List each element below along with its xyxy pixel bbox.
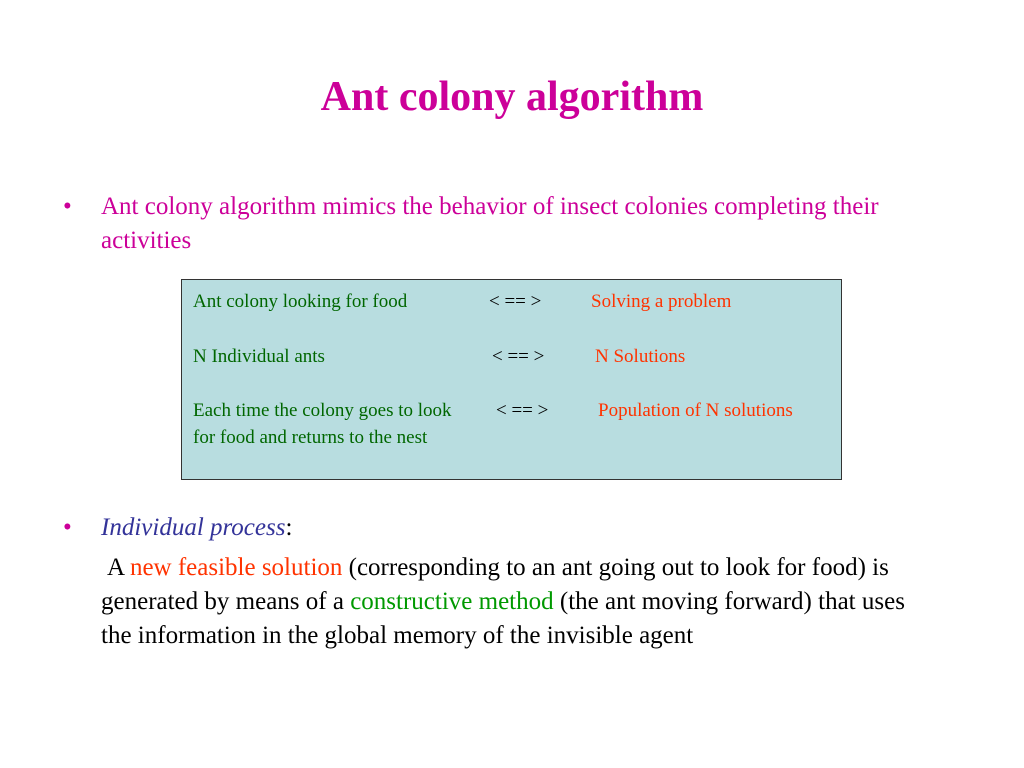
- paragraph-text: A: [107, 554, 130, 581]
- bullet-individual-process: [101, 511, 292, 545]
- analogy-left-text: Ant colony looking for food: [193, 291, 408, 312]
- analogy-right-text: N Solutions: [595, 346, 686, 367]
- analogy-arrow: < == >: [496, 400, 549, 421]
- bullet-intro-text: Ant colony algorithm mimics the behavior of insect colonies completing their activities: [101, 193, 879, 254]
- paragraph-text: (corresponding to an ant going out to look for food) is generated by means of a: [101, 554, 889, 615]
- bullet-marker: •: [63, 193, 72, 220]
- analogy-right-text: Population of N solutions: [598, 400, 793, 421]
- paragraph-text: (the ant moving forward) that uses the information in the global memory of the invisible agent: [101, 588, 905, 649]
- analogy-right-text: Solving a problem: [591, 291, 732, 312]
- slide-title: Ant colony algorithm: [320, 74, 704, 120]
- highlight-constructive-method: constructive method: [350, 588, 554, 615]
- analogy-arrow: < == >: [489, 291, 542, 312]
- analogy-left-text: N Individual ants: [193, 346, 325, 367]
- highlight-new-feasible-solution: new feasible solution: [129, 554, 343, 581]
- label-colon: :: [285, 514, 293, 541]
- analogy-arrow: < == >: [492, 346, 545, 367]
- individual-process-label: Individual process: [101, 514, 286, 541]
- bullet-marker: •: [63, 514, 72, 541]
- individual-process-paragraph: [101, 551, 931, 653]
- analogy-left-text: Each time the colony goes to look for food and returns to the nest: [193, 400, 452, 448]
- analogy-box: [181, 279, 842, 480]
